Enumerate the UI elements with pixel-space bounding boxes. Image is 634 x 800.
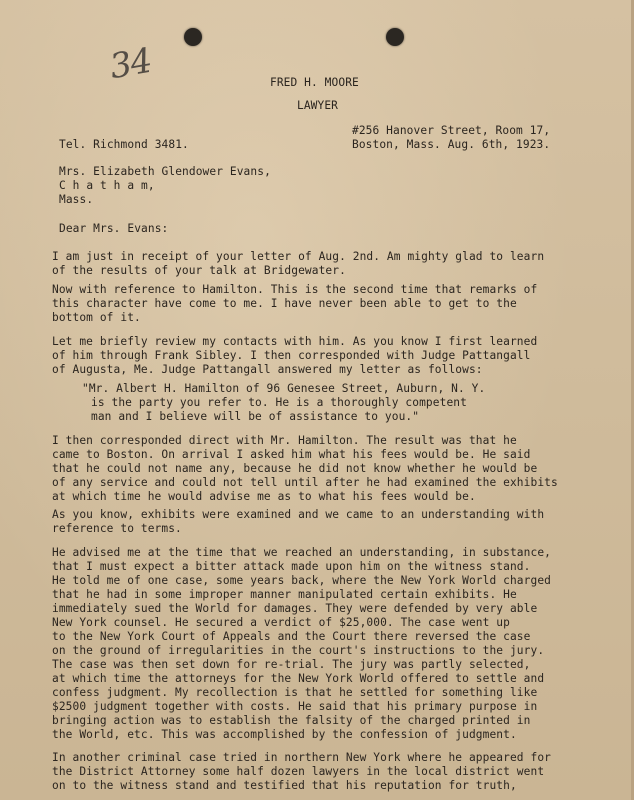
punch-hole-left <box>184 28 202 46</box>
body-line: reference to terms. <box>52 522 182 535</box>
body-line: came to Boston. On arrival I asked him what his fees would be. He said <box>52 448 531 461</box>
body-line: As you know, exhibits were examined and we came to an understanding with <box>52 508 545 521</box>
body-line: He told me of one case, some years back, where the New York World charged <box>52 574 551 587</box>
body-line: the World, etc. This was accomplished by the confession of judgment. <box>52 728 517 741</box>
quote-line: "Mr. Albert H. Hamilton of 96 Genesee Street, Auburn, N. Y. <box>82 382 486 395</box>
body-line: of Augusta, Me. Judge Pattangall answered my letter as follows: <box>52 363 483 376</box>
body-line: confess judgment. My recollection is that he settled for something like <box>52 686 538 699</box>
body-line: I then corresponded direct with Mr. Hamilton. The result was that he <box>52 434 517 447</box>
body-line: on to the witness stand and testified that his reputation for truth, <box>52 779 517 792</box>
body-line: bringing action was to establish the falsity of the charged printed in <box>52 714 531 727</box>
body-line: $2500 judgment together with costs. He said that his primary purpose in <box>52 700 538 713</box>
body-line: that he could not name any, because he did not know whether he would be <box>52 462 538 475</box>
body-line: to the New York Court of Appeals and the Court there reversed the case <box>52 630 531 643</box>
body-line: Let me briefly review my contacts with him. As you know I first learned <box>52 335 538 348</box>
body-line: at which time he would advise me as to what his fees would be. <box>52 490 476 503</box>
body-line: at which time the attorneys for the New York World offered to settle and <box>52 672 545 685</box>
body-line: bottom of it. <box>52 311 141 324</box>
body-line: the District Attorney some half dozen lawyers in the local district went <box>52 765 545 778</box>
letterhead-title: LAWYER <box>297 99 339 112</box>
recipient-line-2: C h a t h a m, <box>59 179 155 192</box>
handwritten-page-number: 34 <box>106 40 155 88</box>
quote-line: is the party you refer to. He is a thoroughly competent <box>91 396 467 409</box>
body-line: that he had in some improper manner manipulated certain exhibits. He <box>52 588 517 601</box>
recipient-line-3: Mass. <box>59 193 94 206</box>
body-line: Now with reference to Hamilton. This is the second time that remarks of <box>52 283 538 296</box>
body-line: immediately sued the World for damages. They were defended by very able <box>52 602 538 615</box>
body-line: The case was then set down for re-trial. The jury was partly selected, <box>52 658 531 671</box>
body-line: New York counsel. He secured a verdict of $25,000. The case went up <box>52 616 510 629</box>
recipient-line-1: Mrs. Elizabeth Glendower Evans, <box>59 165 271 178</box>
quote-line: man and I believe will be of assistance to you." <box>91 410 420 423</box>
address-line-1: #256 Hanover Street, Room 17, <box>352 124 551 137</box>
body-line: In another criminal case tried in northern New York where he appeared for <box>52 751 551 764</box>
salutation: Dear Mrs. Evans: <box>59 222 169 235</box>
telephone: Tel. Richmond 3481. <box>59 138 189 151</box>
body-line: I am just in receipt of your letter of Aug. 2nd. Am mighty glad to learn <box>52 250 545 263</box>
body-line: on the ground of irregularities in the court's instructions to the jury. <box>52 644 545 657</box>
body-line: that I must expect a bitter attack made upon him on the witness stand. <box>52 560 531 573</box>
body-line: of him through Frank Sibley. I then corresponded with Judge Pattangall <box>52 349 531 362</box>
letterhead-name: FRED H. MOORE <box>270 76 359 89</box>
body-line: He advised me at the time that we reached an understanding, in substance, <box>52 546 551 559</box>
body-line: of any service and could not tell until after he had examined the exhibits <box>52 476 558 489</box>
body-line: of the results of your talk at Bridgewater. <box>52 264 346 277</box>
body-line: this character have come to me. I have never been able to get to the <box>52 297 517 310</box>
address-line-2-date: Boston, Mass. Aug. 6th, 1923. <box>352 138 551 151</box>
punch-hole-right <box>386 28 404 46</box>
